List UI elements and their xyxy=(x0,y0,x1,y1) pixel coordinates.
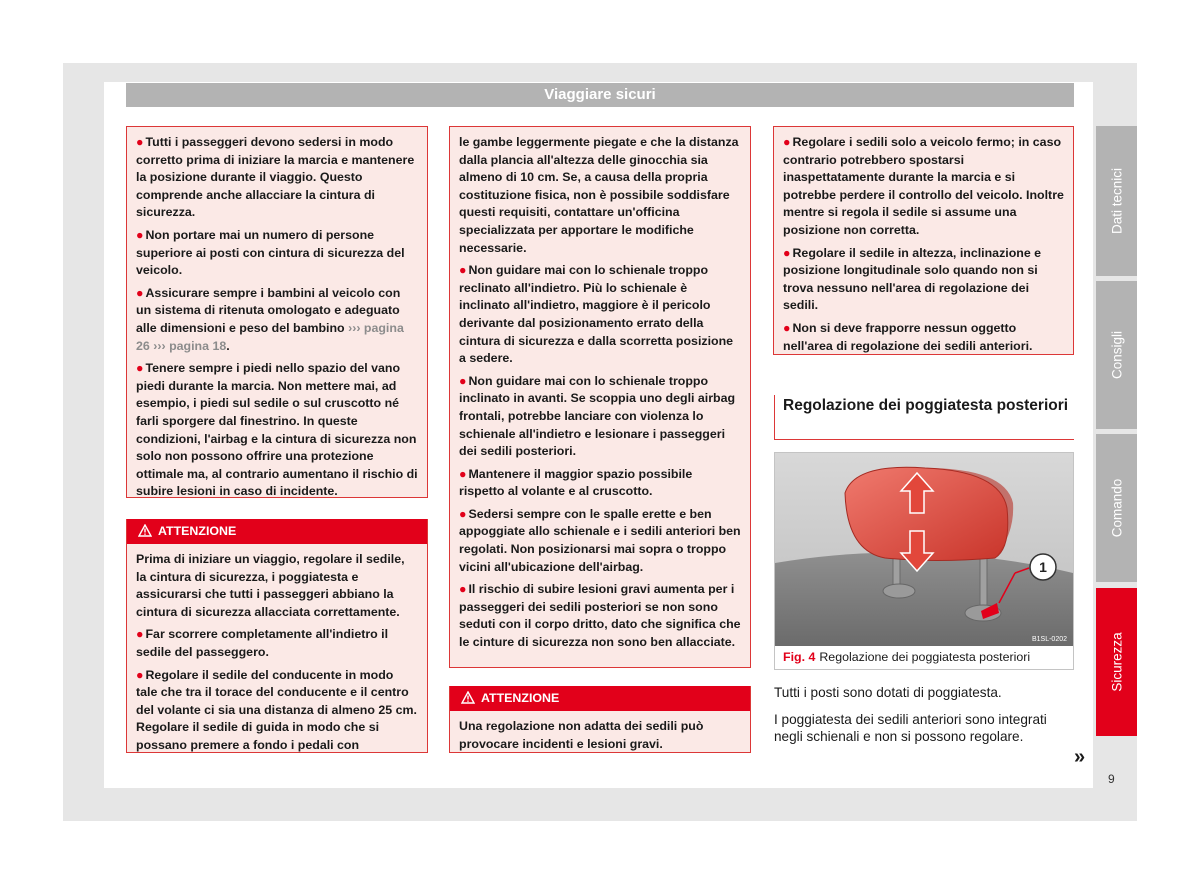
bullet-icon: ● xyxy=(459,263,467,278)
list-item: ● Sedersi sempre con le spalle erette e ben appoggiate allo schienale e i sedili anteriori ben regolati. Non posizionarsi mai sopra o troppo vicini all'ubicazione dell'airbag. xyxy=(459,506,741,574)
bullet-icon: ● xyxy=(783,135,791,149)
figure-code: B1SL-0202 xyxy=(1031,636,1067,643)
bullet-icon: ● xyxy=(136,285,144,300)
list-item: ● Regolare il sedile del conducente in modo tale che tra il torace del conducente e il centro del volante ci sia una distanza di almeno 25 cm. Regolare il sedile di guida in modo che si possano premere a fondo i pedali con xyxy=(136,667,417,752)
headrest-illustration xyxy=(775,453,1073,646)
list-item: ● Non si deve frapporre nessun oggetto nell'area di regolazione dei sedili anteriori. xyxy=(783,320,1033,353)
bullet-icon: ● xyxy=(459,466,467,481)
list-item: ● Regolare il sedile in altezza, inclinazione e posizione longitudinale solo quando non si trova nessuno nell'area di regolazione dei sedili. xyxy=(783,245,1042,313)
list-item: ● Non guidare mai con lo schienale troppo reclinato all'indietro. Più lo schienale è inclinato all'indietro, maggiore è il pericolo derivante dal posizionamento errato della cintura di sicurezza e dalla scorretta posizione a sedere. xyxy=(459,263,734,366)
figure-caption-text: Regolazione dei poggiatesta posteriori xyxy=(819,650,1031,664)
figure-headrest xyxy=(774,452,1074,670)
list-item: ● Non portare mai un numero di persone superiore ai posti con cintura di sicurezza del veicolo. xyxy=(136,227,405,278)
warning-header: ATTENZIONE xyxy=(450,686,750,711)
figure-caption xyxy=(783,649,1030,666)
list-item: ● Tenere sempre i piedi nello spazio del vano piedi durante la marcia. Non mettere mai, ad esempio, i piedi sul sedile o sul cruscotto né farli sporgere dal finestrino. In queste condizioni, l'airbag e la cintura di sicurezza non solo non possono offrire una protezione ottimale ma, al contrario aumentano il rischio di subire lesioni in caso di incidente. xyxy=(136,361,418,499)
section-divider xyxy=(774,439,1074,440)
section-title: Regolazione dei poggiatesta posteriori xyxy=(774,395,1074,440)
figure-label: Fig. 4 xyxy=(783,650,816,664)
tab-sicurezza[interactable]: Sicurezza xyxy=(1096,588,1137,736)
bullet-icon: ● xyxy=(783,320,791,335)
safety-notes-box-3 xyxy=(773,126,1074,355)
chapter-header: Viaggiare sicuri xyxy=(126,83,1074,107)
warning-triangle-icon xyxy=(461,691,475,704)
list-item: ● Non guidare mai con lo schienale troppo inclinato in avanti. Se scoppia uno degli airbag frontali, potrebbe lanciare con violenza lo schienale all'indietro e lesionare i passeggeri dei sedili posteriori. xyxy=(459,373,736,459)
warning-triangle-icon xyxy=(138,524,152,537)
list-item: ● Il rischio di subire lesioni gravi aumenta per i passeggeri dei sedili posteriori se non sono seduti con il corpo dritto, dato che significa che le cinture di sicurezza non sono ben allacciate. xyxy=(459,582,741,650)
bullet-icon: ● xyxy=(136,627,144,642)
tab-dati-tecnici[interactable]: Dati tecnici xyxy=(1096,126,1137,276)
list-item: ● Assicurare sempre i bambini al veicolo con un sistema di ritenuta omologato e adeguato alle dimensioni e peso del bambino ››› pagina 26 ››› pagina 18. xyxy=(136,285,404,353)
list-item: ● Mantenere il maggior spazio possibile rispetto al volante e al cruscotto. xyxy=(459,466,693,499)
bullet-icon: ● xyxy=(136,227,144,242)
warning-text: Una regolazione non adatta dei sedili può provocare incidenti e lesioni gravi. xyxy=(459,719,704,751)
callout-number: 1 xyxy=(1039,559,1047,575)
bullet-icon: ● xyxy=(459,373,467,388)
tab-comando[interactable]: Comando xyxy=(1096,434,1137,582)
safety-notes-box-1 xyxy=(126,126,428,498)
page-number: 9 xyxy=(1108,772,1115,786)
page-reference-link[interactable]: ››› pagina 26 xyxy=(136,320,404,353)
safety-notes-box-2 xyxy=(449,126,751,668)
list-item: ● Regolare i sedili solo a veicolo fermo; in caso contrario potrebbero spostarsi inaspettatamente durante la marcia e si potrebbe perdere il controllo del veicolo. Inoltre mentre si regola il sedile si assume una posizione non corretta. xyxy=(783,135,1064,237)
bullet-icon: ● xyxy=(136,667,144,682)
bullet-icon: ● xyxy=(459,506,467,521)
warning-header: ATTENZIONE xyxy=(127,519,427,544)
continue-arrow-icon: » xyxy=(1074,746,1086,768)
body-paragraph: Tutti i posti sono dotati di poggiatesta. xyxy=(774,685,1002,700)
warning-intro: Prima di iniziare un viaggio, regolare il sedile, la cintura di sicurezza, i poggiatesta e assicurarsi che tutti i passeggeri abbiano la cintura di sicurezza allacciata correttamente. xyxy=(136,552,405,619)
list-item: ● Tutti i passeggeri devono sedersi in modo corretto prima di iniziare la marcia e mantenere la posizione durante il viaggio. Questo comprende anche allacciare la cintura di sicurezza. xyxy=(136,135,415,220)
bullet-icon: ● xyxy=(136,135,144,149)
bullet-icon: ● xyxy=(459,582,467,597)
list-item: ● Far scorrere completamente all'indietro il sedile del passeggero. xyxy=(136,627,389,659)
bullet-icon: ● xyxy=(136,361,144,376)
warning-box-2 xyxy=(449,686,751,753)
tab-consigli[interactable]: Consigli xyxy=(1096,281,1137,429)
body-paragraph: I poggiatesta dei sedili anteriori sono integrati negli schienali e non si possono regolare. xyxy=(774,712,1047,745)
continued-text: le gambe leggermente piegate e che la distanza dalla plancia all'altezza delle ginocchia sia almeno di 10 cm. Se, a causa della propria costituzione fisica, non è possibile soddisfare questi requisiti, contattare un'officina specializzata per apportare le modifiche necessarie. xyxy=(459,135,739,255)
warning-box-1 xyxy=(126,519,428,753)
bullet-icon: ● xyxy=(783,245,791,260)
page-reference-link[interactable]: ››› pagina 18 xyxy=(153,338,227,353)
headrest-drawing xyxy=(775,453,1073,646)
